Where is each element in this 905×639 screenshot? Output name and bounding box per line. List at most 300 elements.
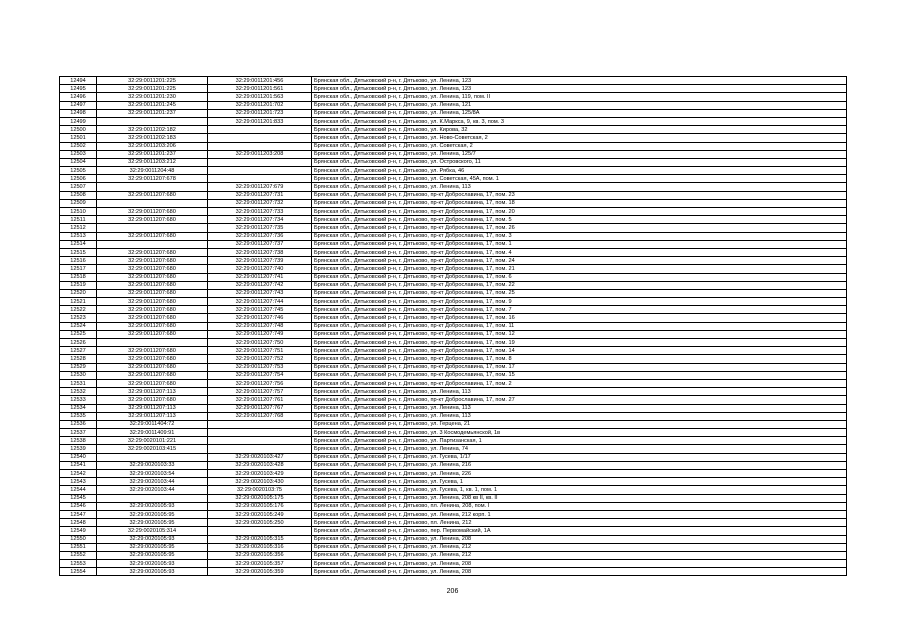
cadastral-number-cell: 32:29:0011201:225: [97, 77, 208, 85]
row-number-cell: 12550: [60, 535, 97, 543]
address-cell: Брянская обл., Дятьковский р-н, г. Дятьково, пр-кт Доброславина, 17, пом. 11: [312, 322, 847, 330]
cadastral-number-2-cell: [208, 429, 312, 437]
table-body: [60, 77, 847, 576]
table-row: [60, 568, 847, 576]
address-cell: Брянская обл., Дятьковский р-н, г. Дятьково, ул. Ленина, 123: [312, 77, 847, 85]
cadastral-number-cell: 32:29:0011201:237: [97, 150, 208, 158]
cadastral-number-cell: 32:29:0011207:680: [97, 322, 208, 330]
table-row: [60, 461, 847, 469]
cadastral-number-2-cell: 32:29:0011207:732: [208, 199, 312, 207]
row-number-cell: 12526: [60, 339, 97, 347]
cadastral-number-cell: [97, 339, 208, 347]
table-row: [60, 363, 847, 371]
cadastral-number-2-cell: [208, 167, 312, 175]
address-cell: Брянская обл., Дятьковский р-н, г. Дятьково, пр-кт Доброславина, 17, пом. 16: [312, 314, 847, 322]
table-row: [60, 543, 847, 551]
cadastral-number-cell: 32:29:0020103:33: [97, 461, 208, 469]
cadastral-number-cell: 32:29:0011201:245: [97, 101, 208, 109]
cadastral-number-cell: 32:29:0020103:44: [97, 478, 208, 486]
row-number-cell: 12523: [60, 314, 97, 322]
row-number-cell: 12501: [60, 134, 97, 142]
address-cell: Брянская обл., Дятьковский р-н, г. Дятьково, ул. Ленина, 208 кв II, кв. II: [312, 494, 847, 502]
table-row: [60, 396, 847, 404]
cadastral-number-cell: 32:29:0011207:680: [97, 216, 208, 224]
table-row: [60, 306, 847, 314]
row-number-cell: 12512: [60, 224, 97, 232]
address-cell: Брянская обл., Дятьковский р-н, г. Дятьково, пр-кт Доброславина, 17, пом. 4: [312, 248, 847, 256]
row-number-cell: 12507: [60, 183, 97, 191]
row-number-cell: 12519: [60, 281, 97, 289]
row-number-cell: 12498: [60, 109, 97, 117]
row-number-cell: 12529: [60, 363, 97, 371]
cadastral-number-2-cell: 32:29:0011207:748: [208, 322, 312, 330]
table-row: [60, 93, 847, 101]
table-row: [60, 273, 847, 281]
cadastral-number-cell: 32:29:0011207:680: [97, 208, 208, 216]
table-row: [60, 437, 847, 445]
row-number-cell: 12495: [60, 85, 97, 93]
table-row: [60, 510, 847, 518]
address-cell: Брянская обл., Дятьковский р-н, г. Дятьково, пр-кт Доброславина, 17, пом. 22: [312, 281, 847, 289]
cadastral-number-2-cell: [208, 134, 312, 142]
cadastral-number-cell: 32:29:0011207:680: [97, 355, 208, 363]
cadastral-number-cell: 32:29:0011207:680: [97, 232, 208, 240]
address-cell: Брянская обл., Дятьковский р-н, г. Дятьково, пр-кт Доброславина, 17, пом. 25: [312, 289, 847, 297]
cadastral-number-cell: 32:29:0020101:221: [97, 437, 208, 445]
row-number-cell: 12536: [60, 420, 97, 428]
row-number-cell: 12554: [60, 568, 97, 576]
table-row: [60, 298, 847, 306]
row-number-cell: 12552: [60, 551, 97, 559]
cadastral-number-2-cell: 32:29:0020105:316: [208, 543, 312, 551]
table-row: [60, 560, 847, 568]
address-cell: Брянская обл., Дятьковский р-н, г. Дятьково, ул. Ленина, 125/8А: [312, 109, 847, 117]
row-number-cell: 12545: [60, 494, 97, 502]
row-number-cell: 12520: [60, 289, 97, 297]
address-cell: Брянская обл., Дятьковский р-н, г. Дятьково, ул. Кирова, 32: [312, 126, 847, 134]
address-cell: Брянская обл., Дятьковский р-н, г. Дятьково, пл. Ленина, 212: [312, 519, 847, 527]
table-row: [60, 85, 847, 93]
table-row: [60, 208, 847, 216]
address-cell: Брянская обл., Дятьковский р-н, г. Дятьково, пр-кт Доброславина, 17, пом. 2: [312, 379, 847, 387]
cadastral-number-cell: 32:29:0020105:93: [97, 535, 208, 543]
cadastral-number-cell: 32:29:0020105:93: [97, 568, 208, 576]
cadastral-number-2-cell: 32:29:0020105:359: [208, 568, 312, 576]
address-cell: Брянская обл., Дятьковский р-н, г. Дятьково, пр-кт Доброславина, 17, пом. 15: [312, 371, 847, 379]
table-row: [60, 453, 847, 461]
address-cell: Брянская обл., Дятьковский р-н, г. Дятьково, пр-кт Доброславина, 17, пом. 20: [312, 208, 847, 216]
cadastral-number-cell: [97, 494, 208, 502]
cadastral-number-2-cell: 32:29:0020105:176: [208, 502, 312, 510]
table-row: [60, 330, 847, 338]
cadastral-number-2-cell: [208, 445, 312, 453]
address-cell: Брянская обл., Дятьковский р-н, г. Дятьково, пр-кт Доброславина, 17, пом. 19: [312, 339, 847, 347]
cadastral-number-2-cell: 32:29:0020105:175: [208, 494, 312, 502]
row-number-cell: 12524: [60, 322, 97, 330]
row-number-cell: 12497: [60, 101, 97, 109]
address-cell: Брянская обл., Дятьковский р-н, г. Дятьково, ул. Ленина, 212: [312, 551, 847, 559]
address-cell: Брянская обл., Дятьковский р-н, г. Дятьково, пр-кт Доброславина, 17, пом. 27: [312, 396, 847, 404]
row-number-cell: 12513: [60, 232, 97, 240]
row-number-cell: 12540: [60, 453, 97, 461]
table-row: [60, 158, 847, 166]
address-cell: Брянская обл., Дятьковский р-н, г. Дятьково, пер. Первомайский, 1А: [312, 527, 847, 535]
cadastral-number-cell: 32:29:0020105:93: [97, 560, 208, 568]
address-cell: Брянская обл., Дятьковский р-н, г. Дятьково, ул. Ленина, 216: [312, 461, 847, 469]
cadastral-number-2-cell: 32:29:0011207:753: [208, 363, 312, 371]
table-row: [60, 240, 847, 248]
row-number-cell: 12528: [60, 355, 97, 363]
row-number-cell: 12517: [60, 265, 97, 273]
cadastral-number-2-cell: 32:29:0011207:731: [208, 191, 312, 199]
table-row: [60, 216, 847, 224]
row-number-cell: 12508: [60, 191, 97, 199]
table-row: [60, 339, 847, 347]
cadastral-number-cell: 32:29:0020103:54: [97, 470, 208, 478]
table-row: [60, 535, 847, 543]
address-cell: Брянская обл., Дятьковский р-н, г. Дятьково, ул. Советская, 2: [312, 142, 847, 150]
cadastral-number-2-cell: 32:29:0011207:744: [208, 298, 312, 306]
cadastral-number-2-cell: 32:29:0020103:429: [208, 470, 312, 478]
cadastral-number-cell: 32:29:0011404:72: [97, 420, 208, 428]
row-number-cell: 12549: [60, 527, 97, 535]
cadastral-number-cell: 32:29:0011207:680: [97, 281, 208, 289]
table-row: [60, 322, 847, 330]
cadastral-number-2-cell: 32:29:0020103:430: [208, 478, 312, 486]
cadastral-number-2-cell: 32:29:0020105:250: [208, 519, 312, 527]
row-number-cell: 12496: [60, 93, 97, 101]
address-cell: Брянская обл., Дятьковский р-н, г. Дятьково, пр-кт Доброславина, 17, пом. 14: [312, 347, 847, 355]
cadastral-number-2-cell: [208, 175, 312, 183]
table-row: [60, 379, 847, 387]
cadastral-number-cell: 32:29:0011207:113: [97, 412, 208, 420]
cadastral-number-cell: 32:29:0011409:91: [97, 429, 208, 437]
cadastral-number-2-cell: 32:29:0011207:757: [208, 388, 312, 396]
cadastral-number-2-cell: 32:29:0011207:761: [208, 396, 312, 404]
cadastral-number-cell: 32:29:0011201:225: [97, 85, 208, 93]
address-cell: Брянская обл., Дятьковский р-н, г. Дятьково, ул. Ленина, 226: [312, 470, 847, 478]
row-number-cell: 12515: [60, 248, 97, 256]
address-cell: Брянская обл., Дятьковский р-н, г. Дятьково, пр-кт Доброславина, 17, пом. 26: [312, 224, 847, 232]
cadastral-number-2-cell: 32:29:0011207:750: [208, 339, 312, 347]
row-number-cell: 12494: [60, 77, 97, 85]
cadastral-number-2-cell: 32:29:0011201:561: [208, 85, 312, 93]
address-cell: Брянская обл., Дятьковский р-н, г. Дятьково, ул. Ленина, 121: [312, 101, 847, 109]
cadastral-number-cell: 32:29:0011207:680: [97, 257, 208, 265]
cadastral-number-cell: 32:29:0011207:113: [97, 404, 208, 412]
cadastral-number-2-cell: 32:29:0011207:743: [208, 289, 312, 297]
address-cell: Брянская обл., Дятьковский р-н, г. Дятьково, пр-кт Доброславина, 17, пом. 9: [312, 298, 847, 306]
row-number-cell: 12544: [60, 486, 97, 494]
address-cell: Брянская обл., Дятьковский р-н, г. Дятьково, пр-кт Доброславина, 17, пом. 17: [312, 363, 847, 371]
row-number-cell: 12547: [60, 510, 97, 518]
cadastral-number-2-cell: 32:29:0011207:733: [208, 208, 312, 216]
address-cell: Брянская обл., Дятьковский р-н, г. Дятьково, ул. Ленина, 123: [312, 85, 847, 93]
address-cell: Брянская обл., Дятьковский р-н, г. Дятьково, пр-кт Доброславина, 17, пом. 24: [312, 257, 847, 265]
cadastral-number-cell: 32:29:0011207:680: [97, 289, 208, 297]
cadastral-number-cell: 32:29:0011207:680: [97, 347, 208, 355]
row-number-cell: 12506: [60, 175, 97, 183]
cadastral-number-cell: 32:29:0011204:48: [97, 167, 208, 175]
cadastral-number-2-cell: 32:29:0020105:357: [208, 560, 312, 568]
table-row: [60, 101, 847, 109]
address-cell: Брянская обл., Дятьковский р-н, г. Дятьково, ул. Ново-Советская, 2: [312, 134, 847, 142]
address-cell: Брянская обл., Дятьковский р-н, г. Дятьково, ул. Гусева, 1: [312, 478, 847, 486]
row-number-cell: 12546: [60, 502, 97, 510]
table-row: [60, 150, 847, 158]
table-row: [60, 134, 847, 142]
cadastral-number-cell: 32:29:0011207:113: [97, 388, 208, 396]
table-row: [60, 232, 847, 240]
table-row: [60, 224, 847, 232]
row-number-cell: 12505: [60, 167, 97, 175]
table-row: [60, 289, 847, 297]
address-cell: Брянская обл., Дятьковский р-н, г. Дятьково, ул. Рябка, 46: [312, 167, 847, 175]
address-cell: Брянская обл., Дятьковский р-н, г. Дятьково, ул. Герцена, 21: [312, 420, 847, 428]
cadastral-number-cell: 32:29:0020105:95: [97, 519, 208, 527]
address-cell: Брянская обл., Дятьковский р-н, г. Дятьково, пр-кт Доброславина, 17, пом. 8: [312, 355, 847, 363]
table-row: [60, 117, 847, 125]
address-cell: Брянская обл., Дятьковский р-н, г. Дятьково, пл. Ленина, 208, пом. I: [312, 502, 847, 510]
cadastral-number-cell: 32:29:0020105:314: [97, 527, 208, 535]
address-cell: Брянская обл., Дятьковский р-н, г. Дятьково, ул. Ленина, 113: [312, 183, 847, 191]
address-cell: Брянская обл., Дятьковский р-н, г. Дятьково, ул. К.Маркса, 9, кв. 3, пом. 3: [312, 117, 847, 125]
cadastral-number-2-cell: 32:29:0011207:737: [208, 240, 312, 248]
table-row: [60, 527, 847, 535]
cadastral-number-cell: 32:29:0020103:44: [97, 486, 208, 494]
address-cell: Брянская обл., Дятьковский р-н, г. Дятьково, пр-кт Доброславина, 17, пом. 6: [312, 273, 847, 281]
cadastral-number-2-cell: 32:29:0011207:756: [208, 379, 312, 387]
row-number-cell: 12551: [60, 543, 97, 551]
row-number-cell: 12542: [60, 470, 97, 478]
address-cell: Брянская обл., Дятьковский р-н, г. Дятьково, ул. Ленина, 208: [312, 568, 847, 576]
row-number-cell: 12543: [60, 478, 97, 486]
cadastral-number-cell: 32:29:0011207:680: [97, 191, 208, 199]
cadastral-number-2-cell: [208, 142, 312, 150]
address-cell: Брянская обл., Дятьковский р-н, г. Дятьково, ул. Ленина, 113: [312, 388, 847, 396]
address-cell: Брянская обл., Дятьковский р-н, г. Дятьково, ул. Ленина, 125/7: [312, 150, 847, 158]
cadastral-number-2-cell: 32:29:0011207:734: [208, 216, 312, 224]
cadastral-number-2-cell: 32:29:0011207:739: [208, 257, 312, 265]
cadastral-number-2-cell: 32:29:0011201:702: [208, 101, 312, 109]
address-cell: Брянская обл., Дятьковский р-н, г. Дятьково, ул. Гусева, 1/17: [312, 453, 847, 461]
address-cell: Брянская обл., Дятьковский р-н, г. Дятьково, ул. Ленина, 74: [312, 445, 847, 453]
table-row: [60, 412, 847, 420]
cadastral-number-2-cell: 32:29:0011207:746: [208, 314, 312, 322]
row-number-cell: 12509: [60, 199, 97, 207]
cadastral-number-2-cell: 32:29:0011201:456: [208, 77, 312, 85]
cadastral-number-2-cell: [208, 437, 312, 445]
cadastral-number-2-cell: 32:29:0011207:751: [208, 347, 312, 355]
cadastral-number-2-cell: 32:29:0011207:767: [208, 404, 312, 412]
row-number-cell: 12553: [60, 560, 97, 568]
cadastral-number-cell: 32:29:0011201:230: [97, 93, 208, 101]
address-cell: Брянская обл., Дятьковский р-н, г. Дятьково, ул. Гусева, 1, кв. 1, пом. 1: [312, 486, 847, 494]
row-number-cell: 12530: [60, 371, 97, 379]
row-number-cell: 12516: [60, 257, 97, 265]
address-cell: Брянская обл., Дятьковский р-н, г. Дятьково, пр-кт Доброславина, 17, пом. 23: [312, 191, 847, 199]
cadastral-number-2-cell: 32:29:0020105:315: [208, 535, 312, 543]
row-number-cell: 12525: [60, 330, 97, 338]
cadastral-number-cell: [97, 117, 208, 125]
cadastral-number-cell: 32:29:0011203:206: [97, 142, 208, 150]
cadastral-number-cell: 32:29:0020105:95: [97, 510, 208, 518]
cadastral-number-cell: 32:29:0020103:415: [97, 445, 208, 453]
cadastral-number-2-cell: 32:29:0020105:249: [208, 510, 312, 518]
row-number-cell: 12502: [60, 142, 97, 150]
address-cell: Брянская обл., Дятьковский р-н, г. Дятьково, пр-кт Доброславина, 17, пом. 3: [312, 232, 847, 240]
cadastral-number-2-cell: [208, 126, 312, 134]
table-row: [60, 191, 847, 199]
cadastral-number-2-cell: 32:29:0011207:752: [208, 355, 312, 363]
cadastral-number-cell: 32:29:0011207:680: [97, 298, 208, 306]
table-row: [60, 183, 847, 191]
table-row: [60, 470, 847, 478]
address-cell: Брянская обл., Дятьковский р-н, г. Дятьково, ул. Ленина, 212 корп. 1: [312, 510, 847, 518]
table-row: [60, 314, 847, 322]
row-number-cell: 12503: [60, 150, 97, 158]
table-row: [60, 281, 847, 289]
table-row: [60, 478, 847, 486]
cadastral-number-cell: 32:29:0020105:95: [97, 551, 208, 559]
table-row: [60, 494, 847, 502]
address-cell: Брянская обл., Дятьковский р-н, г. Дятьково, ул. Ленина, 208: [312, 535, 847, 543]
row-number-cell: 12537: [60, 429, 97, 437]
row-number-cell: 12538: [60, 437, 97, 445]
table-row: [60, 248, 847, 256]
cadastral-number-cell: 32:29:0011207:680: [97, 273, 208, 281]
address-cell: Брянская обл., Дятьковский р-н, г. Дятьково, ул. Ленина, 212: [312, 543, 847, 551]
table-row: [60, 199, 847, 207]
address-cell: Брянская обл., Дятьковский р-н, г. Дятьково, ул. Ленина, 119, пом. II: [312, 93, 847, 101]
table-row: [60, 519, 847, 527]
cadastral-number-2-cell: 32:29:0011207:736: [208, 232, 312, 240]
table-row: [60, 486, 847, 494]
address-cell: Брянская обл., Дятьковский р-н, г. Дятьково, ул. Островского, 11: [312, 158, 847, 166]
cadastral-number-cell: 32:29:0011202:182: [97, 126, 208, 134]
address-cell: Брянская обл., Дятьковский р-н, г. Дятьково, пр-кт Доброславина, 17, пом. 12: [312, 330, 847, 338]
cadastral-number-2-cell: 32:29:0011207:740: [208, 265, 312, 273]
row-number-cell: 12511: [60, 216, 97, 224]
cadastral-number-cell: [97, 240, 208, 248]
cadastral-number-cell: 32:29:0011207:680: [97, 330, 208, 338]
cadastral-number-2-cell: 32:29:0020103:428: [208, 461, 312, 469]
cadastral-number-2-cell: 32:29:0011203:208: [208, 150, 312, 158]
address-cell: Брянская обл., Дятьковский р-н, г. Дятьково, ул. 3 Космодемьянской, 1в: [312, 429, 847, 437]
cadastral-number-2-cell: 32:29:0011207:768: [208, 412, 312, 420]
cadastral-number-cell: 32:29:0011201:237: [97, 109, 208, 117]
row-number-cell: 12539: [60, 445, 97, 453]
table-row: [60, 126, 847, 134]
cadastral-number-2-cell: 32:29:0011201:833: [208, 117, 312, 125]
table-row: [60, 167, 847, 175]
cadastral-number-cell: 32:29:0011203:212: [97, 158, 208, 166]
table-row: [60, 445, 847, 453]
cadastral-number-cell: 32:29:0011207:680: [97, 371, 208, 379]
table-row: [60, 355, 847, 363]
row-number-cell: 12535: [60, 412, 97, 420]
row-number-cell: 12532: [60, 388, 97, 396]
cadastral-number-cell: 32:29:0020105:95: [97, 543, 208, 551]
cadastral-number-cell: [97, 224, 208, 232]
cadastral-number-2-cell: 32:29:0011207:741: [208, 273, 312, 281]
table-row: [60, 265, 847, 273]
address-cell: Брянская обл., Дятьковский р-н, г. Дятьково, пр-кт Доброславина, 17, пом. 1: [312, 240, 847, 248]
row-number-cell: 12500: [60, 126, 97, 134]
row-number-cell: 12534: [60, 404, 97, 412]
cadastral-number-2-cell: 32:29:0011207:754: [208, 371, 312, 379]
cadastral-number-2-cell: 32:29:0020103:75: [208, 486, 312, 494]
cadastral-number-2-cell: 32:29:0011201:563: [208, 93, 312, 101]
cadastral-number-2-cell: 32:29:0011207:745: [208, 306, 312, 314]
table-row: [60, 77, 847, 85]
table-row: [60, 551, 847, 559]
cadastral-number-cell: 32:29:0020105:93: [97, 502, 208, 510]
cadastral-number-cell: 32:29:0011207:680: [97, 306, 208, 314]
cadastral-number-cell: [97, 199, 208, 207]
address-cell: Брянская обл., Дятьковский р-н, г. Дятьково, пр-кт Доброславина, 17, пом. 7: [312, 306, 847, 314]
address-cell: Брянская обл., Дятьковский р-н, г. Дятьково, пр-кт Доброславина, 17, пом. 18: [312, 199, 847, 207]
address-cell: Брянская обл., Дятьковский р-н, г. Дятьково, ул. Ленина, 113: [312, 404, 847, 412]
table-row: [60, 388, 847, 396]
page-number: 206: [446, 588, 459, 595]
table-row: [60, 257, 847, 265]
address-cell: Брянская обл., Дятьковский р-н, г. Дятьково, пр-кт Доброславина, 17, пом. 5: [312, 216, 847, 224]
cadastral-number-cell: 32:29:0011207:680: [97, 363, 208, 371]
table-row: [60, 371, 847, 379]
cadastral-number-2-cell: 32:29:0011207:735: [208, 224, 312, 232]
address-cell: Брянская обл., Дятьковский р-н, г. Дятьково, ул. Ленина, 113: [312, 412, 847, 420]
table-row: [60, 142, 847, 150]
table-row: [60, 429, 847, 437]
table-row: [60, 175, 847, 183]
cadastral-number-cell: 32:29:0011207:680: [97, 248, 208, 256]
cadastral-number-cell: 32:29:0011207:680: [97, 314, 208, 322]
table-row: [60, 109, 847, 117]
address-cell: Брянская обл., Дятьковский р-н, г. Дятьково, ул. Партизанская, 1: [312, 437, 847, 445]
table-row: [60, 502, 847, 510]
row-number-cell: 12504: [60, 158, 97, 166]
row-number-cell: 12548: [60, 519, 97, 527]
row-number-cell: 12518: [60, 273, 97, 281]
row-number-cell: 12527: [60, 347, 97, 355]
row-number-cell: 12521: [60, 298, 97, 306]
row-number-cell: 12533: [60, 396, 97, 404]
address-cell: Брянская обл., Дятьковский р-н, г. Дятьково, ул. Ленина, 208: [312, 560, 847, 568]
cadastral-number-2-cell: 32:29:0011207:742: [208, 281, 312, 289]
row-number-cell: 12531: [60, 379, 97, 387]
table-row: [60, 404, 847, 412]
cadastral-number-2-cell: 32:29:0011207:679: [208, 183, 312, 191]
cadastral-number-cell: [97, 453, 208, 461]
row-number-cell: 12522: [60, 306, 97, 314]
address-cell: Брянская обл., Дятьковский р-н, г. Дятьково, ул. Советская, 45А, пом. 1: [312, 175, 847, 183]
cadastral-number-2-cell: [208, 158, 312, 166]
cadastral-number-cell: 32:29:0011207:680: [97, 396, 208, 404]
cadastral-number-cell: 32:29:0011207:680: [97, 265, 208, 273]
row-number-cell: 12541: [60, 461, 97, 469]
cadastral-number-2-cell: 32:29:0011207:738: [208, 248, 312, 256]
row-number-cell: 12514: [60, 240, 97, 248]
cadastral-number-2-cell: 32:29:0011207:749: [208, 330, 312, 338]
cadastral-number-cell: 32:29:0011207:680: [97, 379, 208, 387]
cadastral-number-2-cell: 32:29:0020105:356: [208, 551, 312, 559]
cadastral-number-2-cell: [208, 420, 312, 428]
row-number-cell: 12499: [60, 117, 97, 125]
cadastral-number-cell: 32:29:0011207:678: [97, 175, 208, 183]
table-row: [60, 347, 847, 355]
address-cell: Брянская обл., Дятьковский р-н, г. Дятьково, пр-кт Доброславина, 17, пом. 21: [312, 265, 847, 273]
